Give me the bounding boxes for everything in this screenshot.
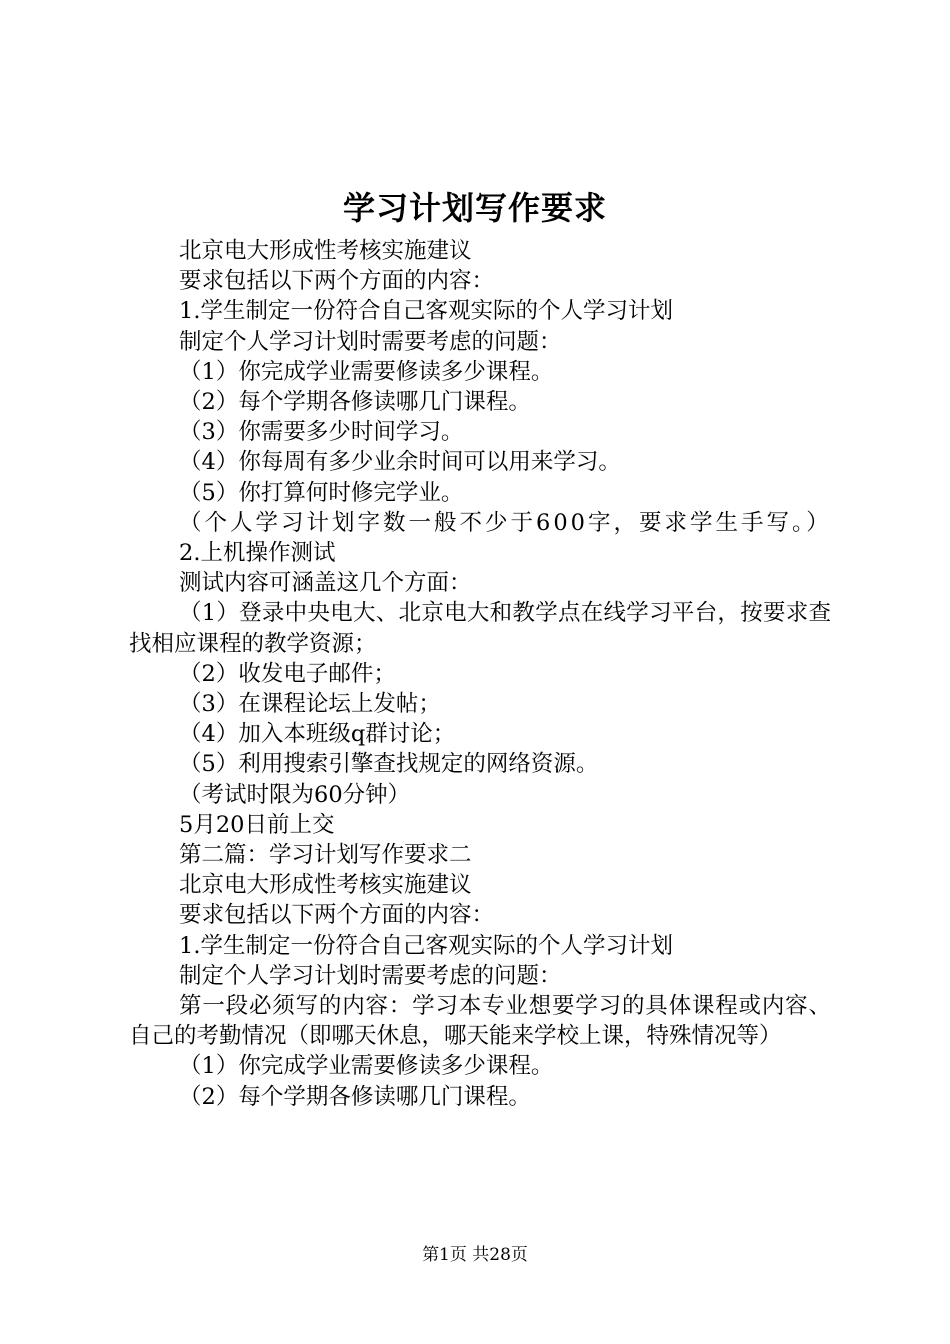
paragraph: 制定个人学习计划时需要考虑的问题： [179,962,562,989]
paragraph: （1）登录中央电大、北京电大和教学点在线学习平台，按要求查找相应课程的教学资源； [129,600,831,657]
paragraph: （2）收发电子邮件； [179,660,396,687]
paragraph: 1.学生制定一份符合自己客观实际的个人学习计划 [179,298,673,325]
paragraph: （3）你需要多少时间学习。 [179,419,464,446]
paragraph: 第二篇：学习计划写作要求二 [179,842,472,869]
paragraph: （3）在课程论坛上发帖； [179,691,441,718]
paragraph: （2）每个学期各修读哪几门课程。 [179,1083,531,1110]
paragraph: （个人学习计划字数一般不少于600字，要求学生手写。） [179,509,832,536]
paragraph: 1.学生制定一份符合自己客观实际的个人学习计划 [179,932,673,959]
document-body [129,236,831,1112]
paragraph: 第一段必须写的内容：学习本专业想要学习的具体课程或内容、自己的考勤情况（即哪天休息，哪天能来学校上课，特殊情况等） [129,993,831,1050]
paragraph: 要求包括以下两个方面的内容： [179,268,495,295]
paragraph: （1）你完成学业需要修读多少课程。 [179,358,554,385]
page-footer: 第1页 共28页 [422,1245,528,1265]
paragraph: （1）你完成学业需要修读多少课程。 [179,1053,554,1080]
paragraph: （4）加入本班级q群讨论； [179,721,456,748]
paragraph: （5）利用搜索引擎查找规定的网络资源。 [179,751,599,778]
paragraph: （5）你打算何时修完学业。 [179,479,464,506]
paragraph: （2）每个学期各修读哪几门课程。 [179,389,531,416]
paragraph: 5月20日前上交 [179,811,335,838]
paragraph: 北京电大形成性考核实施建议 [179,238,472,264]
paragraph: 要求包括以下两个方面的内容： [179,902,495,929]
paragraph: 测试内容可涵盖这几个方面： [179,570,472,597]
paragraph: 2.上机操作测试 [179,540,336,567]
paragraph: （4）你每周有多少业余时间可以用来学习。 [179,449,621,476]
paragraph: 北京电大形成性考核实施建议 [179,872,472,899]
paragraph: （考试时限为60分钟） [179,781,411,808]
paragraph: 制定个人学习计划时需要考虑的问题： [179,328,562,355]
document-title: 学习计划写作要求 [342,189,607,227]
